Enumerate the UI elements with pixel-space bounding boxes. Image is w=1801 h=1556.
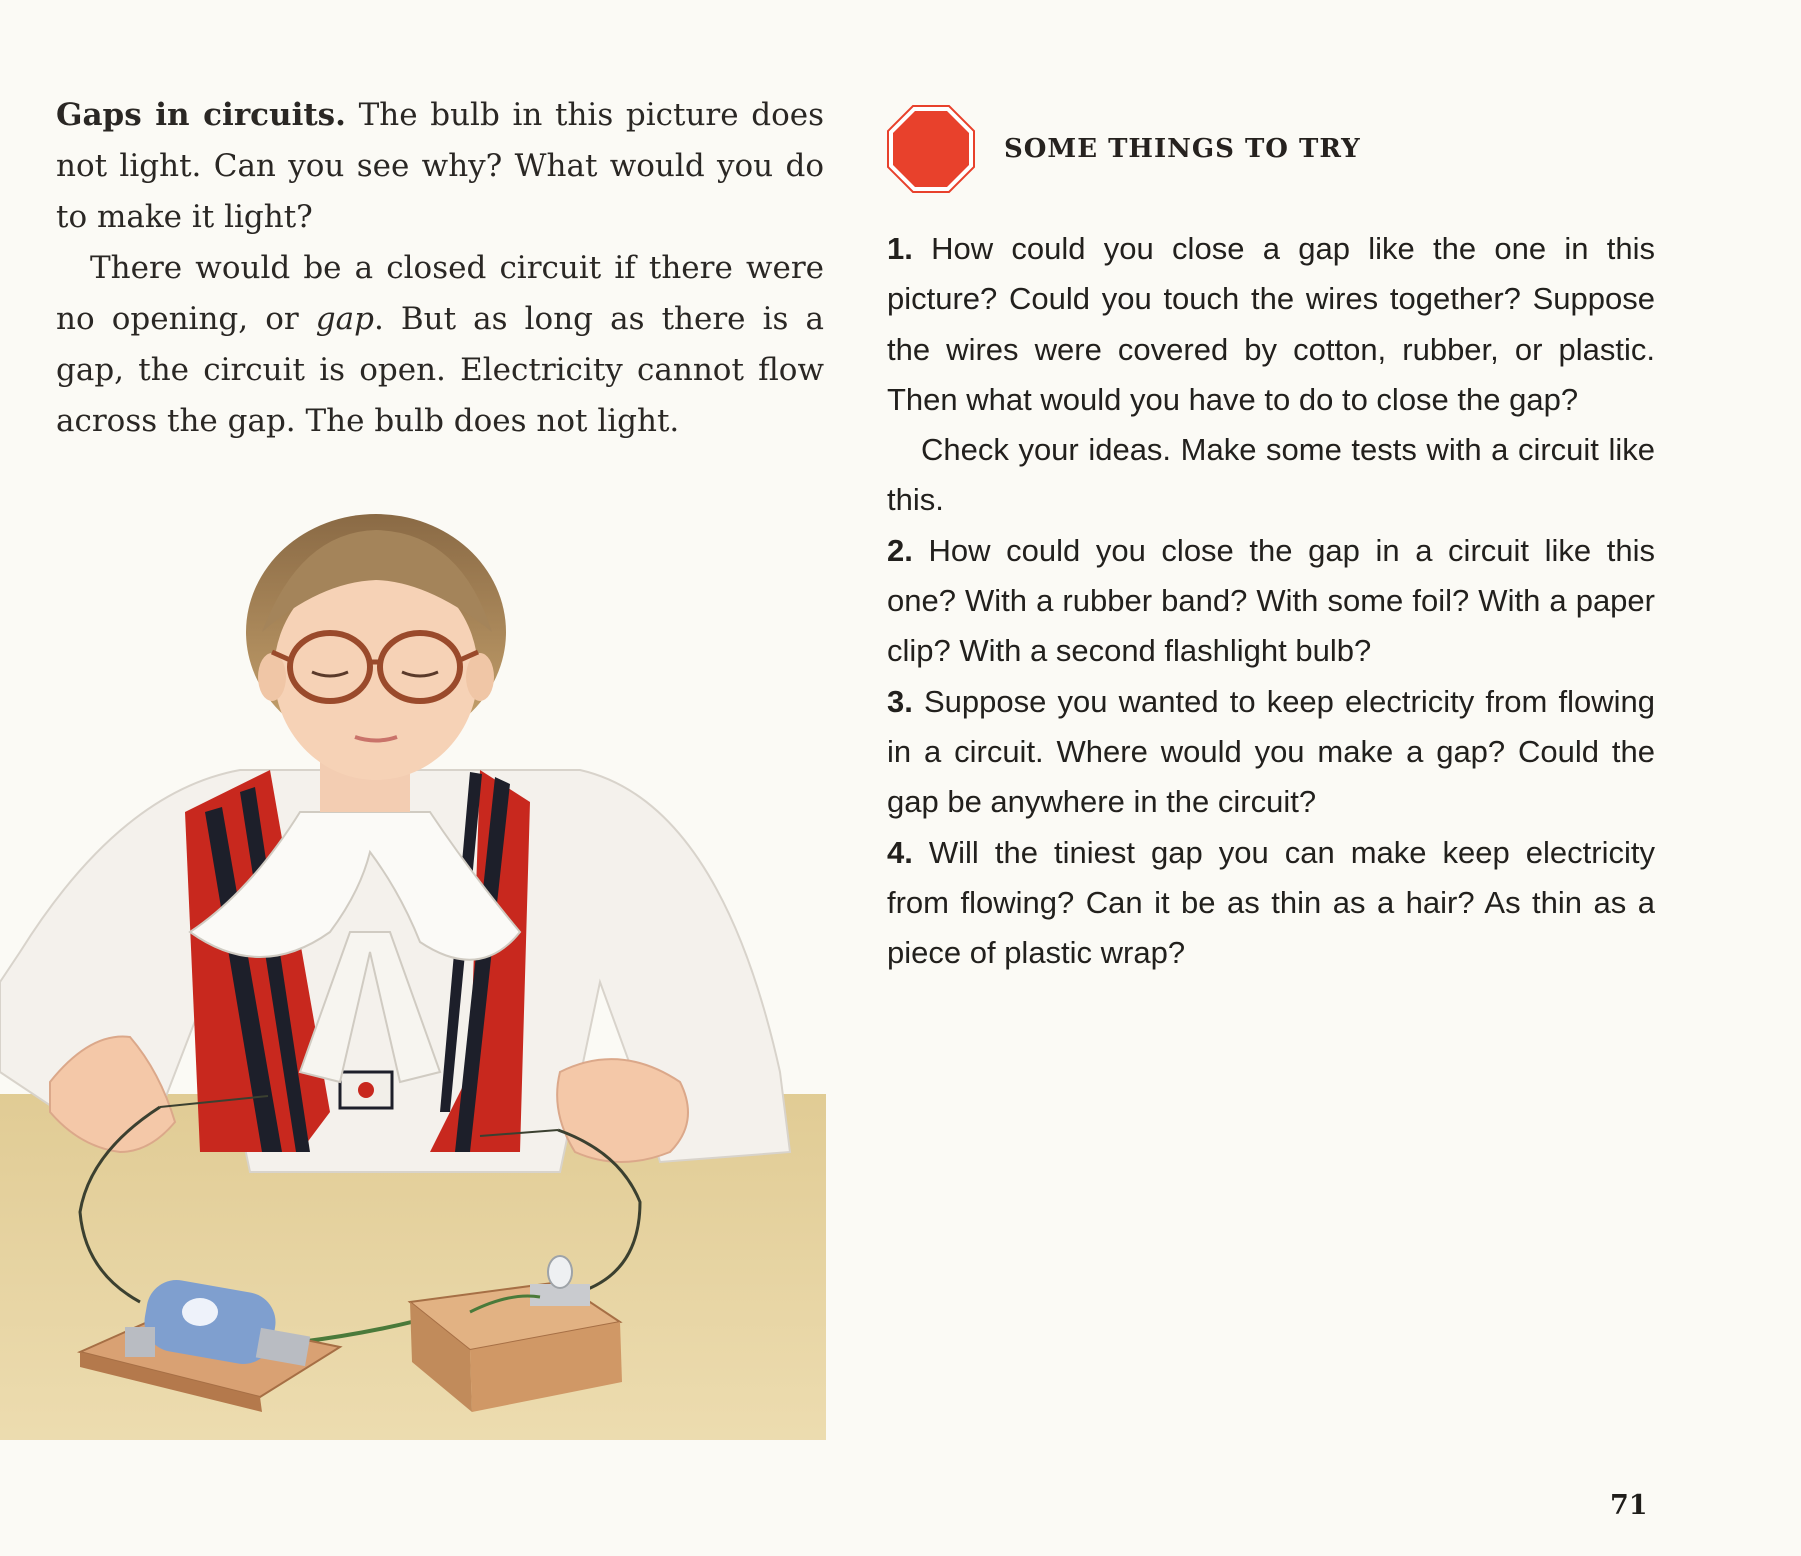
- item-number: 4.: [887, 834, 913, 870]
- girl-with-circuit-illustration: [0, 512, 826, 1440]
- item-number: 3.: [887, 683, 913, 719]
- list-item: [887, 526, 1655, 677]
- item-text: Suppose you wanted to keep electricity from flowing in a circuit. Where would you make a gap? Could the gap be anywhere in the circuit?: [887, 683, 1655, 820]
- list-item: [887, 828, 1655, 979]
- paragraph-closed-circuit: [56, 243, 824, 447]
- things-to-try-header: [886, 104, 1446, 194]
- item-number: 2.: [887, 532, 913, 568]
- flashlight-bulb: [548, 1256, 572, 1288]
- right-hand: [557, 1059, 688, 1162]
- list-item: [887, 677, 1655, 828]
- paragraph-gaps-intro: [56, 90, 824, 243]
- paragraph-text: There would be a closed circuit if there were no opening, or: [56, 250, 824, 337]
- item-text: Will the tiniest gap you can make keep electricity from flowing? Can it be as thin as a hair? As thin as a piece of plastic wrap?: [887, 834, 1655, 971]
- page-number: 71: [1610, 1490, 1648, 1521]
- item-text: How could you close a gap like the one in this picture? Could you touch the wires together? Suppose the wires were covered by cotton, rubber, or plastic. Then what would you have to do to close the gap?: [887, 231, 1655, 417]
- paragraph-text: The bulb in this picture does not light. Can you see why? What would you do to make it light?: [56, 97, 825, 235]
- stop-sign-icon: [886, 104, 976, 194]
- things-to-try-title: SOME THINGS TO TRY: [1004, 134, 1361, 164]
- italic-term-gap: gap: [315, 301, 374, 337]
- circuit-photo: [0, 512, 826, 1440]
- list-item-followup: Check your ideas. Make some tests with a circuit like this.: [887, 432, 1655, 518]
- section-heading: Gaps in circuits.: [56, 97, 346, 133]
- things-to-try-list: [887, 224, 1655, 978]
- item-text: How could you close the gap in a circuit like this one? With a rubber band? With some foil? With a paper clip? With a second flashlight bulb?: [887, 532, 1655, 669]
- paragraph-text: . But as long as there is a gap, the circuit is open. Electricity cannot flow across the gap. The bulb does not light.: [56, 301, 824, 439]
- list-item: [887, 224, 1655, 425]
- left-column: [56, 90, 824, 447]
- item-number: 1.: [887, 231, 913, 266]
